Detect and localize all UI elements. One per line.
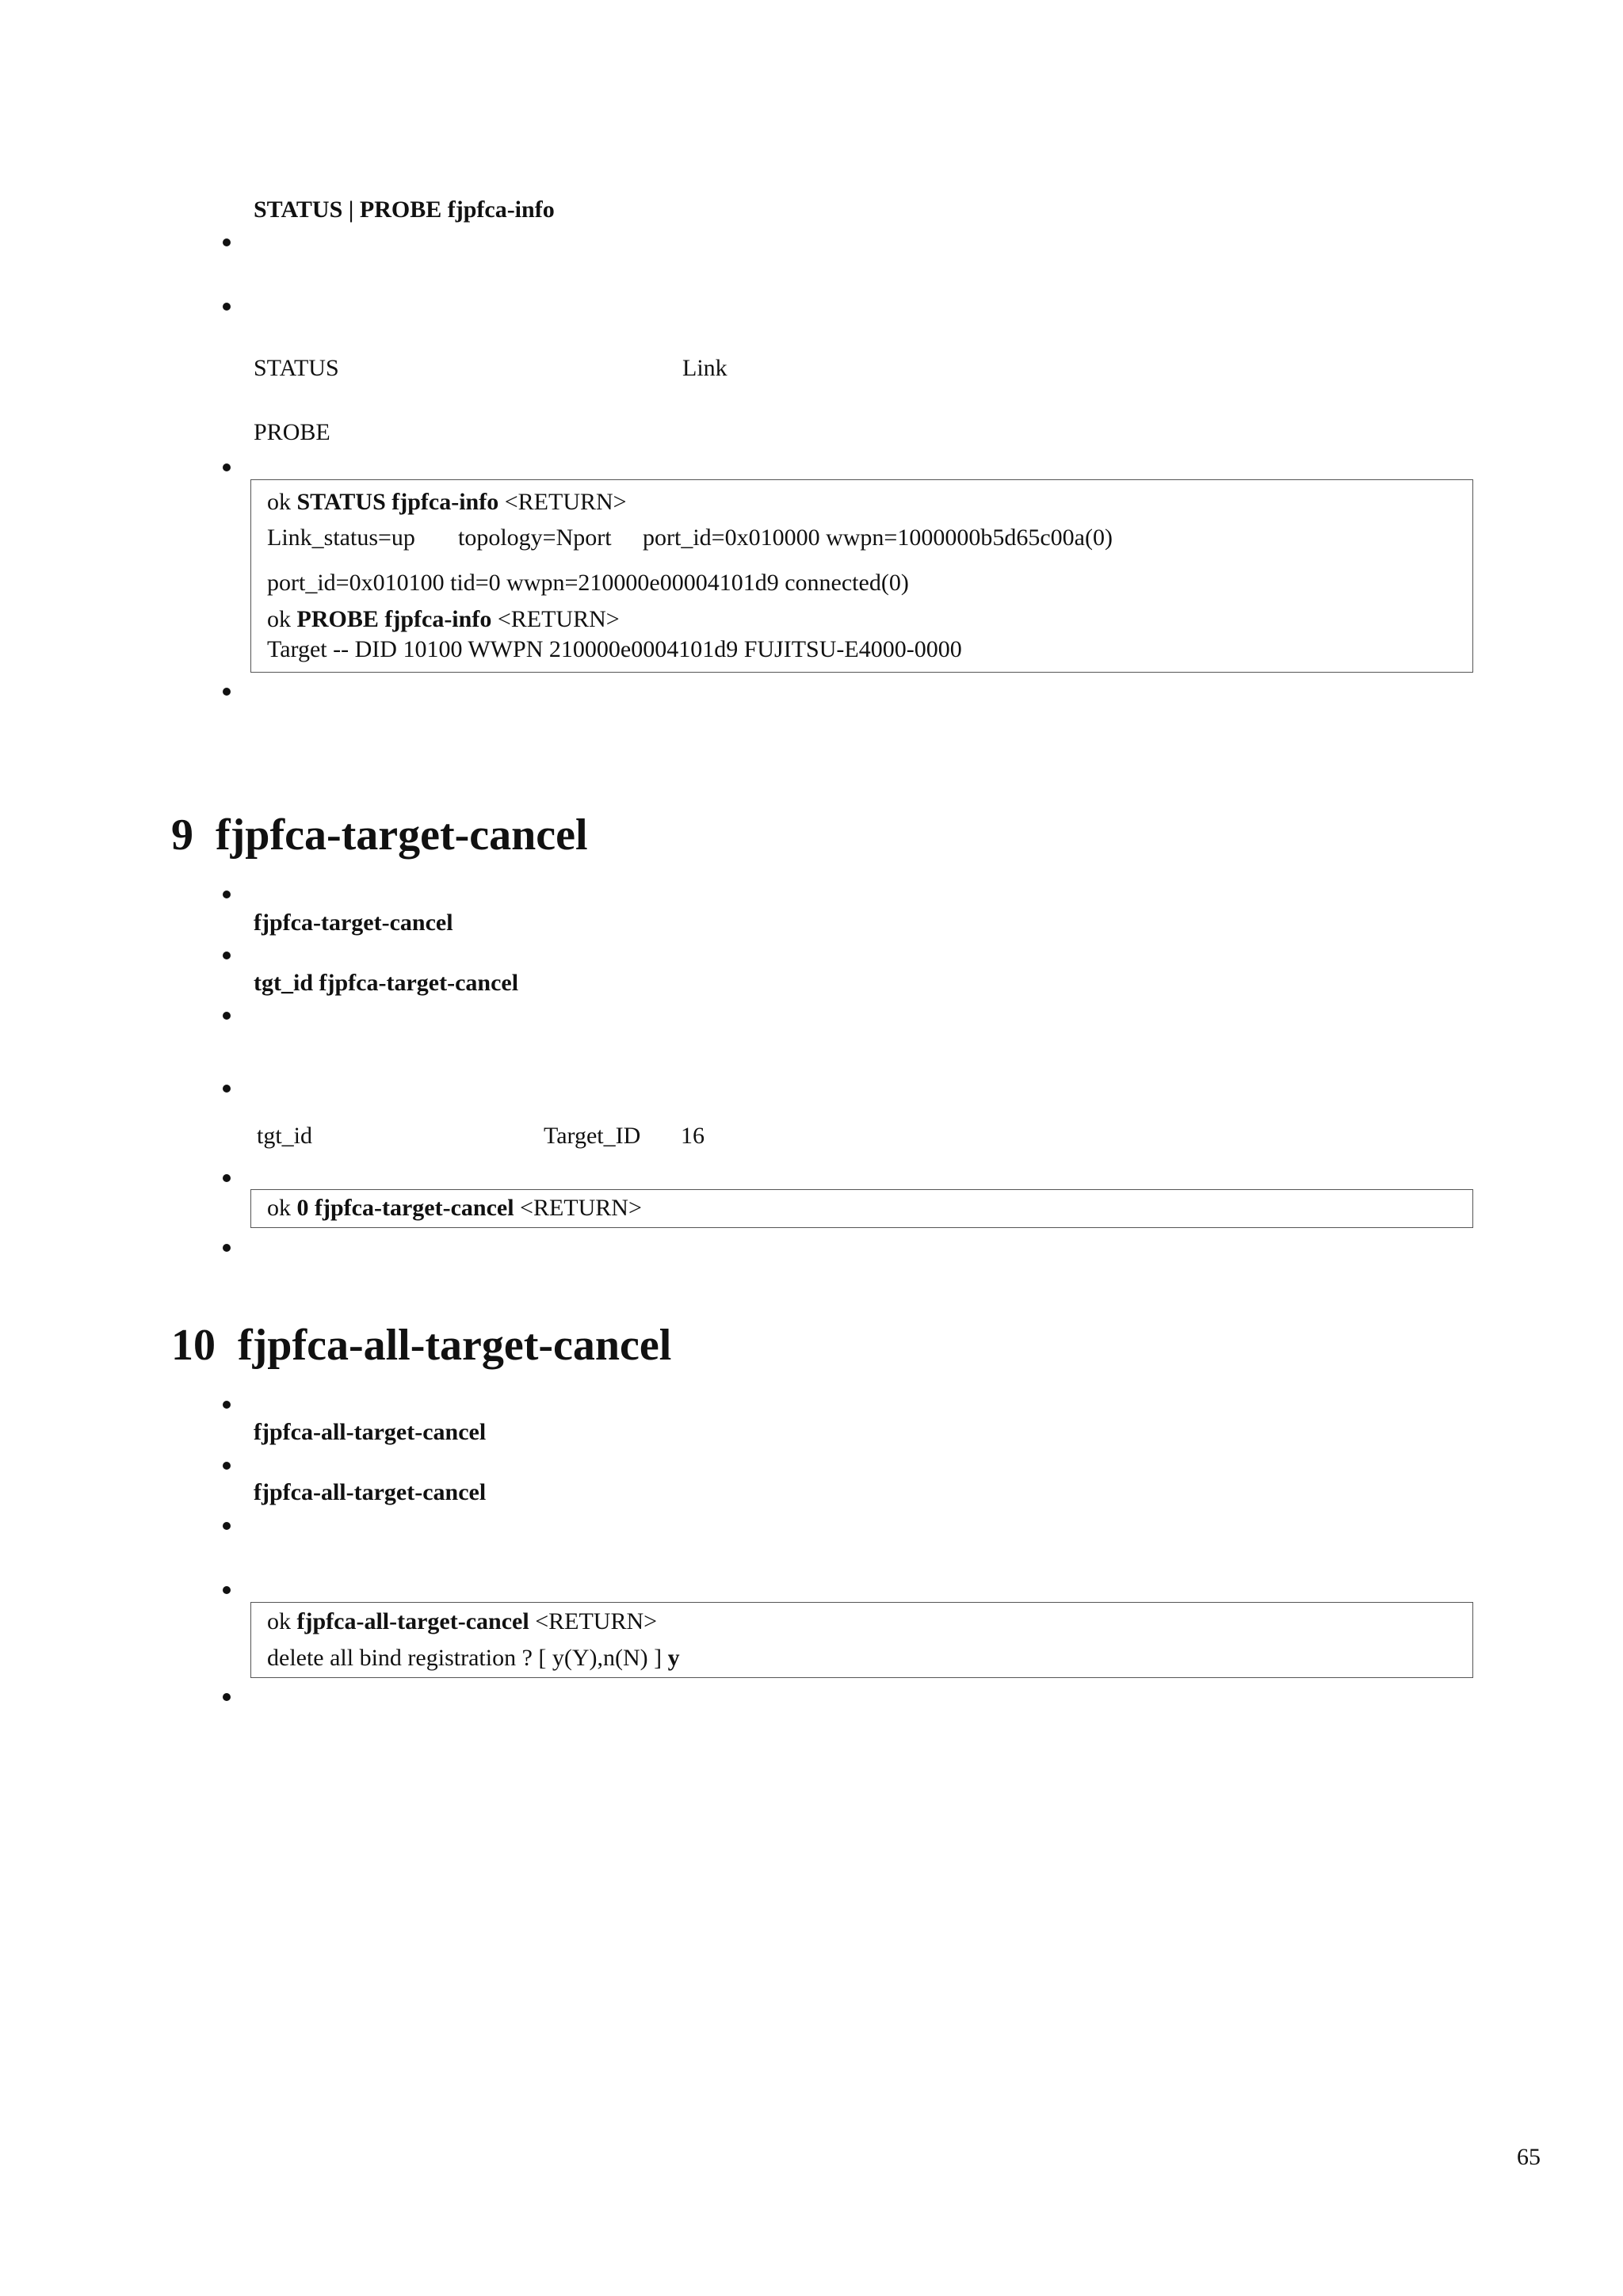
- example-line-1: ok STATUS fjpfca-info <RETURN>: [267, 489, 627, 515]
- page-number: 65: [1517, 2144, 1541, 2170]
- target-cancel-syntax: tgt_id fjpfca-target-cancel: [254, 970, 519, 996]
- info-example-box: [250, 479, 1473, 673]
- bullet: [223, 238, 231, 246]
- section-9-heading: 9 fjpfca-target-cancel: [171, 810, 588, 860]
- all-target-cancel-example-box: [250, 1602, 1473, 1678]
- example-line-1: ok 0 fjpfca-target-cancel <RETURN>: [267, 1195, 642, 1221]
- param-status-name: STATUS: [254, 355, 339, 381]
- all-target-cancel-name: fjpfca-all-target-cancel: [254, 1419, 487, 1445]
- bullet: [223, 303, 231, 311]
- target-cancel-name: fjpfca-target-cancel: [254, 910, 453, 936]
- bullet: [223, 1085, 231, 1093]
- all-target-cancel-syntax: fjpfca-all-target-cancel: [254, 1479, 487, 1505]
- bullet: [223, 1174, 231, 1182]
- param-tgt-id-radix: 16: [681, 1123, 705, 1149]
- example-line-2c: port_id=0x010000 wwpn=1000000b5d65c00a(0): [643, 524, 1113, 551]
- bullet: [223, 1012, 231, 1020]
- bullet: [223, 688, 231, 696]
- info-syntax: STATUS | PROBE fjpfca-info: [254, 196, 555, 223]
- bullet: [223, 463, 231, 471]
- example-line-1: ok fjpfca-all-target-cancel <RETURN>: [267, 1608, 658, 1634]
- example-line-2: delete all bind registration ? [ y(Y),n(N) ] y: [267, 1645, 680, 1671]
- param-tgt-id-name: tgt_id: [257, 1123, 313, 1149]
- bullet: [223, 1401, 231, 1409]
- param-tgt-id-desc: Target_ID: [544, 1123, 641, 1149]
- example-line-5: Target -- DID 10100 WWPN 210000e0004101d9 FUJITSU-E4000-0000: [267, 636, 962, 662]
- section-10-heading: 10 fjpfca-all-target-cancel: [171, 1321, 672, 1370]
- bullet: [223, 1244, 231, 1252]
- bullet: [223, 1586, 231, 1594]
- bullet: [223, 1522, 231, 1530]
- target-cancel-example-box: [250, 1189, 1473, 1228]
- example-line-2: Link_status=up: [267, 524, 415, 551]
- bullet: [223, 952, 231, 959]
- example-line-3: port_id=0x010100 tid=0 wwpn=210000e00004101d9 connected(0): [267, 570, 909, 596]
- example-line-2b: topology=Nport: [458, 524, 612, 551]
- param-probe-name: PROBE: [254, 419, 330, 445]
- param-status-desc: Link: [682, 355, 727, 381]
- example-line-4: ok PROBE fjpfca-info <RETURN>: [267, 606, 620, 632]
- bullet: [223, 1693, 231, 1701]
- bullet: [223, 891, 231, 898]
- bullet: [223, 1462, 231, 1470]
